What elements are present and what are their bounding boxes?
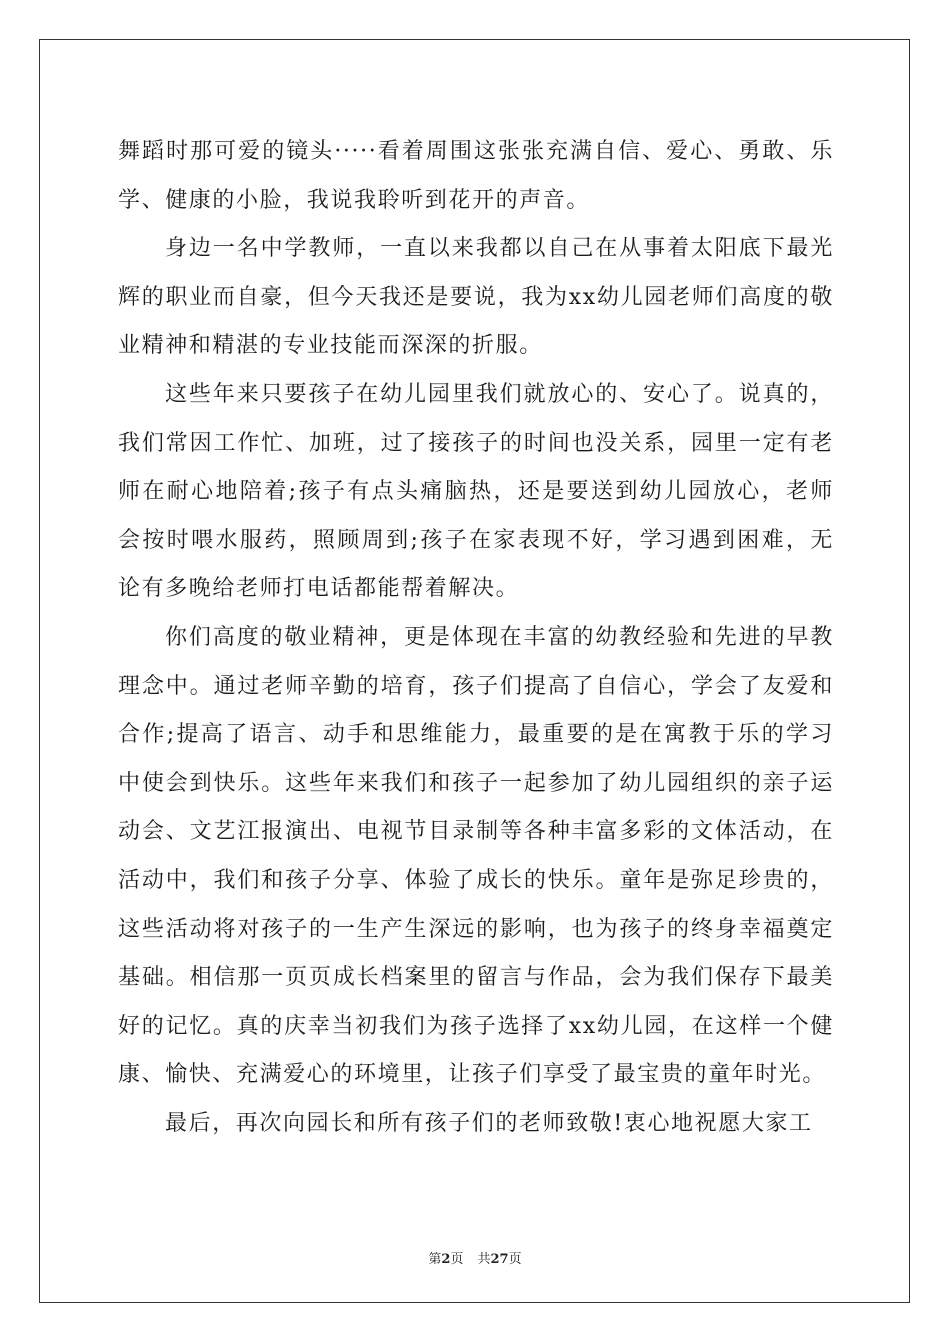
total-pages: 27 <box>490 1252 509 1267</box>
page-prefix: 第 <box>428 1252 442 1267</box>
total-pages-indicator <box>477 1248 521 1267</box>
page-footer <box>0 1248 950 1267</box>
document-body <box>118 128 834 1148</box>
paragraph: 舞蹈时那可爱的镜头·····看着周围这张张充满自信、爱心、勇敢、乐学、健康的小脸，我说我聆听到花开的声音。 <box>118 139 834 213</box>
paragraph: 最后，再次向园长和所有孩子们的老师致敬!衷心地祝愿大家工 <box>165 1110 813 1136</box>
page-suffix: 页 <box>450 1252 464 1267</box>
page-number: 2 <box>441 1252 451 1267</box>
total-suffix: 页 <box>508 1252 522 1267</box>
paragraph: 你们高度的敬业精神，更是体现在丰富的幼教经验和先进的早教理念中。通过老师辛勤的培育，孩子们提高了自信心，学会了友爱和合作;提高了语言、动手和思维能力，最重要的是在寓教于乐的学习中使会到快乐。这些年来我们和孩子一起参加了幼儿园组织的亲子运动会、文艺江报演出、电视节目录制等各种丰富多彩的文体活动，在活动中，我们和孩子分享、体验了成长的快乐。童年是弥足珍贵的，这些活动将对孩子的一生产生深远的影响，也为孩子的终身幸福奠定基础。相信那一页页成长档案里的留言与作品，会为我们保存下最美好的记忆。真的庆幸当初我们为孩子选择了xx幼儿园，在这样一个健康、愉快、充满爱心的环境里，让孩子们享受了最宝贵的童年时光。 <box>118 624 834 1088</box>
paragraph: 身边一名中学教师，一直以来我都以自己在从事着太阳底下最光辉的职业而自豪，但今天我还是要说，我为xx幼儿园老师们高度的敬业精神和精湛的专业技能而深深的折服。 <box>118 236 834 359</box>
page-indicator <box>428 1248 463 1267</box>
paragraph: 这些年来只要孩子在幼儿园里我们就放心的、安心了。说真的，我们常因工作忙、加班，过了接孩子的时间也没关系，园里一定有老师在耐心地陪着;孩子有点头痛脑热，还是要送到幼儿园放心，老师会按时喂水服药，照顾周到;孩子在家表现不好，学习遇到困难，无论有多晚给老师打电话都能帮着解决。 <box>118 381 834 602</box>
total-prefix: 共 <box>477 1252 491 1267</box>
